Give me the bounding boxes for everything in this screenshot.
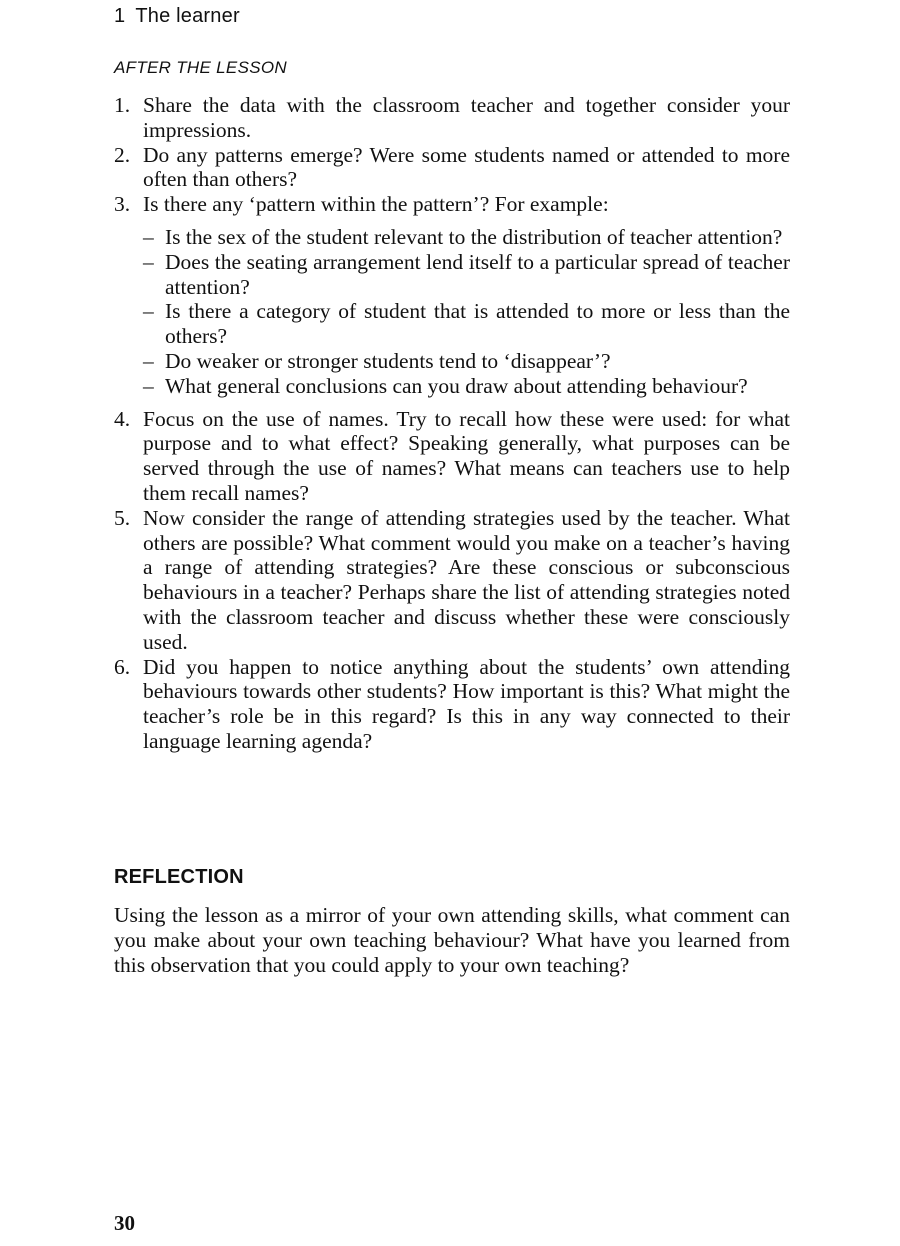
list-item [114, 143, 790, 193]
item-number: 2. [114, 142, 131, 167]
sub-list-item [114, 250, 790, 300]
sub-item-text: Does the seating arrangement lend itself to a particular spread of teacher attention? [165, 249, 790, 299]
sub-item-text: Is the sex of the student relevant to the distribution of teacher attention? [165, 224, 783, 249]
item-text: Did you happen to notice anything about the students’ own attending behaviours towards other students? How important is this? What might the teacher’s role be in this regard? Is this in any way connected to their language learning agenda? [143, 654, 790, 753]
numbered-list [114, 93, 790, 754]
reflection-heading: REFLECTION [114, 866, 244, 888]
chapter-number: 1 [114, 5, 126, 27]
dash-marker: – [143, 373, 154, 398]
item-number: 3. [114, 192, 131, 217]
list-item [114, 192, 790, 217]
dash-marker: – [143, 249, 154, 274]
item-text: Do any patterns emerge? Were some students named or attended to more often than others? [143, 142, 790, 192]
sub-item-text: What general conclusions can you draw about attending behaviour? [165, 373, 748, 398]
item-number: 1. [114, 93, 131, 117]
sub-question-list [114, 225, 790, 399]
list-item [114, 655, 790, 754]
item-text: Share the data with the classroom teacher and together consider your impressions. [143, 93, 790, 142]
list-item [114, 407, 790, 506]
dash-marker: – [143, 348, 154, 373]
item-text: Is there any ‘pattern within the pattern’? For example: [143, 192, 609, 217]
chapter-title: The learner [135, 5, 240, 27]
reflection-paragraph: Using the lesson as a mirror of your own attending skills, what comment can you make about your own teaching behaviour? What have you learned from this observation that you could apply to your own teaching? [114, 903, 790, 977]
sub-list-item [114, 374, 790, 399]
item-number: 6. [114, 654, 131, 679]
dash-marker: – [143, 224, 154, 249]
item-number: 4. [114, 406, 131, 431]
sub-list-item [114, 349, 790, 374]
page-number: 30 [114, 1211, 135, 1235]
item-text: Now consider the range of attending strategies used by the teacher. What others are possible? What comment would you make on a teacher’s having a range of attending strategies? Are these conscious or subconscious behaviours in a teacher? Perhaps share the list of attending strategies noted with the classroom teacher and discuss whether these were consciously used. [143, 505, 790, 654]
sub-item-text: Do weaker or stronger students tend to ‘disappear’? [165, 348, 611, 373]
item-number: 5. [114, 505, 131, 530]
section-label: AFTER THE LESSON [114, 58, 287, 77]
sub-list-item [114, 299, 790, 349]
sub-item-text: Is there a category of student that is attended to more or less than the others? [165, 299, 790, 349]
item-text: Focus on the use of names. Try to recall how these were used: for what purpose and to what effect? Speaking generally, what purposes can be served through the use of names? What means can teachers use to help them recall names? [143, 406, 790, 505]
list-item [114, 506, 790, 655]
list-item [114, 93, 790, 143]
sub-list-item [114, 225, 790, 250]
running-head [114, 5, 240, 28]
dash-marker: – [143, 299, 154, 324]
